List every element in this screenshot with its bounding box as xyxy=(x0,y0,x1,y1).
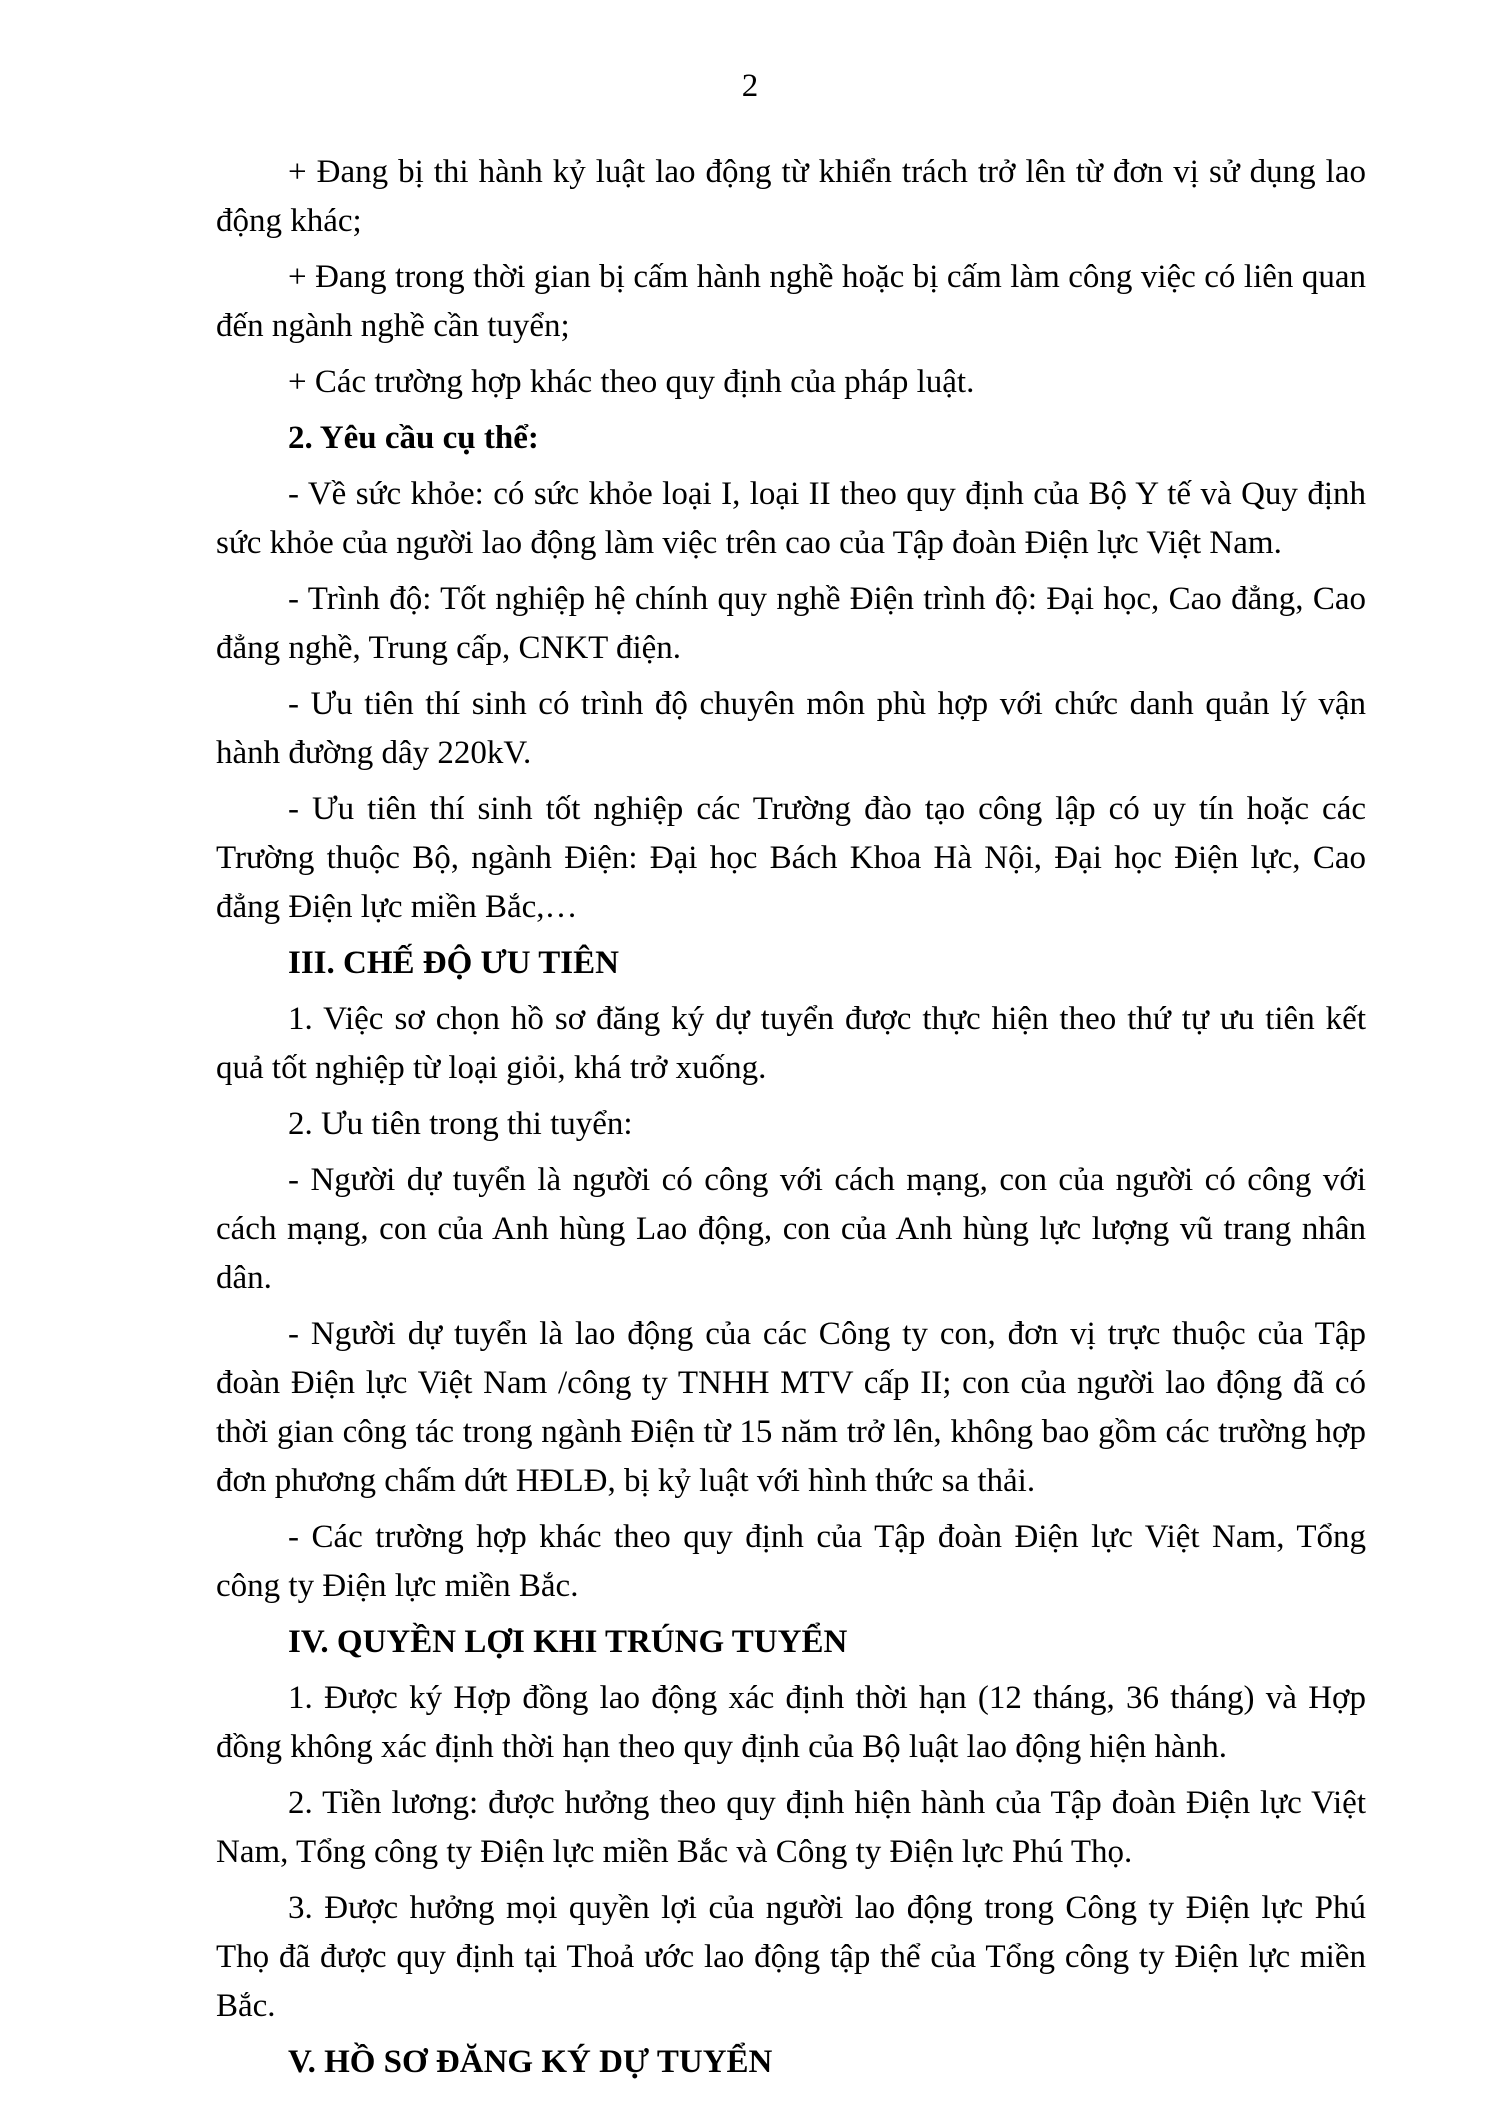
paragraph-priority-schools: - Ưu tiên thí sinh tốt nghiệp các Trường đào tạo công lập có uy tín hoặc các Trường thuộc Bộ, ngành Điện: Đại học Bách Khoa Hà Nội, Đại học Điện lực, Cao đẳng Điện lực miền Bắc,… xyxy=(216,791,1366,925)
paragraph-salary: 2. Tiền lương: được hưởng theo quy định hiện hành của Tập đoàn Điện lực Việt Nam, Tổng công ty Điện lực miền Bắc và Công ty Điện lực Phú Thọ. xyxy=(216,1785,1366,1870)
heading-application-dossier: V. HỒ SƠ ĐĂNG KÝ DỰ TUYỂN xyxy=(288,2044,773,2080)
paragraph-rights: 3. Được hưởng mọi quyền lợi của người lao động trong Công ty Điện lực Phú Thọ đã được quy định tại Thoả ước lao động tập thể của Tổng công ty Điện lực miền Bắc. xyxy=(216,1890,1366,2024)
page-number: 2 xyxy=(741,68,759,104)
paragraph-priority-expertise: - Ưu tiên thí sinh có trình độ chuyên môn phù hợp với chức danh quản lý vận hành đường dây 220kV. xyxy=(216,686,1366,771)
heading-benefits: IV. QUYỀN LỢI KHI TRÚNG TUYỂN xyxy=(288,1624,848,1660)
paragraph-qualification: - Trình độ: Tốt nghiệp hệ chính quy nghề Điện trình độ: Đại học, Cao đẳng, Cao đẳng nghề, Trung cấp, CNKT điện. xyxy=(216,581,1366,666)
paragraph-other-cases-evn: - Các trường hợp khác theo quy định của Tập đoàn Điện lực Việt Nam, Tổng công ty Điện lực miền Bắc. xyxy=(216,1519,1366,1604)
heading-specific-requirements: 2. Yêu cầu cụ thể: xyxy=(288,420,539,456)
paragraph-disciplined: + Đang bị thi hành kỷ luật lao động từ khiển trách trở lên từ đơn vị sử dụng lao động khác; xyxy=(216,154,1366,239)
paragraph-revolution-merit: - Người dự tuyển là người có công với cách mạng, con của người có công với cách mạng, con của Anh hùng Lao động, con của Anh hùng lực lượng vũ trang nhân dân. xyxy=(216,1162,1366,1296)
paragraph-health: - Về sức khỏe: có sức khỏe loại I, loại II theo quy định của Bộ Y tế và Quy định sức khỏe của người lao động làm việc trên cao của Tập đoàn Điện lực Việt Nam. xyxy=(216,476,1366,561)
paragraph-banned-practice: + Đang trong thời gian bị cấm hành nghề hoặc bị cấm làm công việc có liên quan đến ngành nghề cần tuyển; xyxy=(216,259,1366,344)
paragraph-contract: 1. Được ký Hợp đồng lao động xác định thời hạn (12 tháng, 36 tháng) và Hợp đồng không xác định thời hạn theo quy định của Bộ luật lao động hiện hành. xyxy=(216,1680,1366,1765)
paragraph-other-cases-law: + Các trường hợp khác theo quy định của pháp luật. xyxy=(288,364,975,400)
document-body xyxy=(216,148,1366,2094)
paragraph-preselection: 1. Việc sơ chọn hồ sơ đăng ký dự tuyển được thực hiện theo thứ tự ưu tiên kết quả tốt nghiệp từ loại giỏi, khá trở xuống. xyxy=(216,1001,1366,1086)
paragraph-priority-exam: 2. Ưu tiên trong thi tuyển: xyxy=(288,1106,633,1142)
heading-priority-regime: III. CHẾ ĐỘ ƯU TIÊN xyxy=(288,945,619,981)
paragraph-evn-employees: - Người dự tuyển là lao động của các Công ty con, đơn vị trực thuộc của Tập đoàn Điện lực Việt Nam /công ty TNHH MTV cấp II; con của người lao động đã có thời gian công tác trong ngành Điện từ 15 năm trở lên, không bao gồm các trường hợp đơn phương chấm dứt HĐLĐ, bị kỷ luật với hình thức sa thải. xyxy=(216,1316,1366,1499)
